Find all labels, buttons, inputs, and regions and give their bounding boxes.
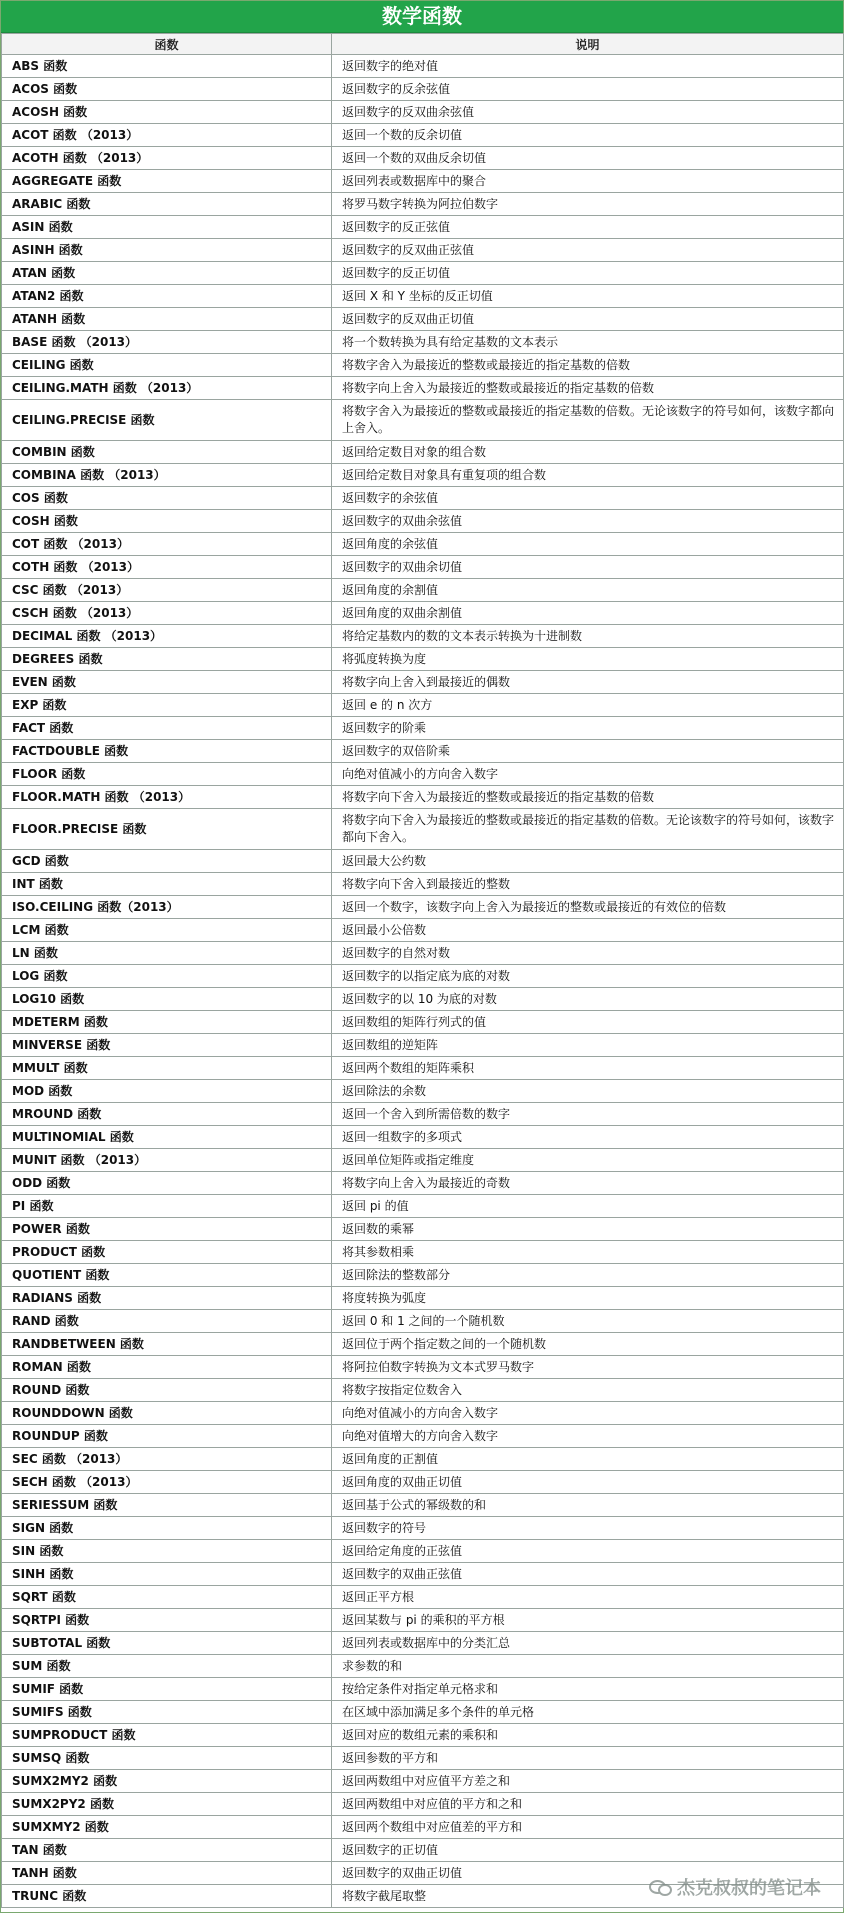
table-row	[2, 1793, 844, 1816]
function-name-cell: ROUNDDOWN 函数	[2, 1402, 332, 1425]
function-description-cell: 返回数字的反余弦值	[332, 78, 844, 101]
function-name-cell: DECIMAL 函数 （2013）	[2, 625, 332, 648]
function-name-cell: PI 函数	[2, 1195, 332, 1218]
table-row	[2, 1816, 844, 1839]
table-row	[2, 308, 844, 331]
table-row	[2, 1333, 844, 1356]
function-description-cell: 将数字舍入为最接近的整数或最接近的指定基数的倍数	[332, 354, 844, 377]
function-name-cell: FACTDOUBLE 函数	[2, 740, 332, 763]
function-name-cell: FACT 函数	[2, 717, 332, 740]
table-row	[2, 556, 844, 579]
function-name-cell: COMBIN 函数	[2, 441, 332, 464]
table-row	[2, 1724, 844, 1747]
function-name-cell: MOD 函数	[2, 1080, 332, 1103]
function-name-cell: MULTINOMIAL 函数	[2, 1126, 332, 1149]
table-row	[2, 262, 844, 285]
function-description-cell: 返回数字的自然对数	[332, 942, 844, 965]
function-name-cell: SQRTPI 函数	[2, 1609, 332, 1632]
table-row	[2, 694, 844, 717]
table-row	[2, 101, 844, 124]
function-name-cell: ATAN 函数	[2, 262, 332, 285]
function-description-cell: 返回除法的余数	[332, 1080, 844, 1103]
table-row	[2, 1034, 844, 1057]
function-name-cell: RADIANS 函数	[2, 1287, 332, 1310]
table-row	[2, 1540, 844, 1563]
table-row	[2, 1770, 844, 1793]
function-description-cell: 返回 X 和 Y 坐标的反正切值	[332, 285, 844, 308]
function-name-cell: ARABIC 函数	[2, 193, 332, 216]
function-name-cell: LOG 函数	[2, 965, 332, 988]
table-row	[2, 487, 844, 510]
function-description-cell: 返回数字的阶乘	[332, 717, 844, 740]
table-row	[2, 1057, 844, 1080]
function-description-cell: 返回一个数的双曲反余切值	[332, 147, 844, 170]
table-row	[2, 1839, 844, 1862]
function-name-cell: SUMSQ 函数	[2, 1747, 332, 1770]
sheet-title: 数学函数	[1, 1, 843, 33]
function-name-cell: FLOOR.MATH 函数 （2013）	[2, 786, 332, 809]
function-description-cell: 返回数字的双曲余弦值	[332, 510, 844, 533]
function-description-cell: 将给定基数内的数的文本表示转换为十进制数	[332, 625, 844, 648]
table-row	[2, 1011, 844, 1034]
function-name-cell: ISO.CEILING 函数（2013）	[2, 896, 332, 919]
header-function: 函数	[2, 34, 332, 55]
table-row	[2, 1678, 844, 1701]
table-row	[2, 400, 844, 441]
function-name-cell: SUMX2PY2 函数	[2, 1793, 332, 1816]
table-row	[2, 965, 844, 988]
table-row	[2, 1517, 844, 1540]
function-description-cell: 返回数字的双曲正切值	[332, 1862, 844, 1885]
function-name-cell: ABS 函数	[2, 55, 332, 78]
header-description: 说明	[332, 34, 844, 55]
table-row	[2, 1402, 844, 1425]
table-row	[2, 1471, 844, 1494]
function-description-cell: 返回给定数目对象的组合数	[332, 441, 844, 464]
table-row	[2, 1080, 844, 1103]
table-row	[2, 147, 844, 170]
table-row	[2, 1379, 844, 1402]
table-row	[2, 533, 844, 556]
table-row	[2, 1103, 844, 1126]
function-description-cell: 按给定条件对指定单元格求和	[332, 1678, 844, 1701]
table-row	[2, 740, 844, 763]
function-name-cell: SUMIFS 函数	[2, 1701, 332, 1724]
function-name-cell: SUM 函数	[2, 1655, 332, 1678]
function-description-cell: 将弧度转换为度	[332, 648, 844, 671]
function-name-cell: TANH 函数	[2, 1862, 332, 1885]
function-description-cell: 返回角度的余弦值	[332, 533, 844, 556]
function-description-cell: 将数字向下舍入为最接近的整数或最接近的指定基数的倍数	[332, 786, 844, 809]
function-name-cell: ACOTH 函数 （2013）	[2, 147, 332, 170]
table-row	[2, 1310, 844, 1333]
function-description-cell: 返回一个数字，该数字向上舍入为最接近的整数或最接近的有效位的倍数	[332, 896, 844, 919]
function-description-cell: 将数字向下舍入到最接近的整数	[332, 873, 844, 896]
table-row	[2, 1609, 844, 1632]
function-name-cell: LN 函数	[2, 942, 332, 965]
table-row	[2, 377, 844, 400]
table-row	[2, 988, 844, 1011]
table-header-row	[2, 34, 844, 55]
function-name-cell: AGGREGATE 函数	[2, 170, 332, 193]
function-name-cell: CEILING.PRECISE 函数	[2, 400, 332, 441]
table-row	[2, 763, 844, 786]
function-description-cell: 返回给定数目对象具有重复项的组合数	[332, 464, 844, 487]
function-name-cell: ODD 函数	[2, 1172, 332, 1195]
function-name-cell: BASE 函数 （2013）	[2, 331, 332, 354]
table-row	[2, 671, 844, 694]
function-description-cell: 返回列表或数据库中的聚合	[332, 170, 844, 193]
watermark	[649, 1874, 821, 1900]
function-name-cell: SIGN 函数	[2, 1517, 332, 1540]
table-row	[2, 170, 844, 193]
function-name-cell: TRUNC 函数	[2, 1885, 332, 1908]
function-description-cell: 返回一个舍入到所需倍数的数字	[332, 1103, 844, 1126]
function-name-cell: FLOOR.PRECISE 函数	[2, 809, 332, 850]
function-description-cell: 返回数字的符号	[332, 1517, 844, 1540]
table-row	[2, 1632, 844, 1655]
function-description-cell: 将数字舍入为最接近的整数或最接近的指定基数的倍数。无论该数字的符号如何，该数字都向上舍入。	[332, 400, 844, 441]
function-description-cell: 返回数字的双倍阶乘	[332, 740, 844, 763]
function-name-cell: ROUND 函数	[2, 1379, 332, 1402]
function-name-cell: LCM 函数	[2, 919, 332, 942]
function-description-cell: 返回两数组中对应值的平方和之和	[332, 1793, 844, 1816]
function-description-cell: 将罗马数字转换为阿拉伯数字	[332, 193, 844, 216]
function-name-cell: MROUND 函数	[2, 1103, 332, 1126]
function-name-cell: MDETERM 函数	[2, 1011, 332, 1034]
function-name-cell: DEGREES 函数	[2, 648, 332, 671]
function-name-cell: SUMXMY2 函数	[2, 1816, 332, 1839]
function-description-cell: 返回角度的双曲余割值	[332, 602, 844, 625]
function-name-cell: POWER 函数	[2, 1218, 332, 1241]
function-description-cell: 返回除法的整数部分	[332, 1264, 844, 1287]
table-row	[2, 1494, 844, 1517]
function-description-cell: 返回角度的余割值	[332, 579, 844, 602]
table-row	[2, 717, 844, 740]
table-row	[2, 441, 844, 464]
function-name-cell: SIN 函数	[2, 1540, 332, 1563]
function-description-cell: 返回数字的余弦值	[332, 487, 844, 510]
function-name-cell: ACOS 函数	[2, 78, 332, 101]
function-name-cell: EXP 函数	[2, 694, 332, 717]
table-row	[2, 354, 844, 377]
table-row	[2, 850, 844, 873]
table-row	[2, 1701, 844, 1724]
function-description-cell: 返回数字的绝对值	[332, 55, 844, 78]
function-name-cell: INT 函数	[2, 873, 332, 896]
table-row	[2, 216, 844, 239]
function-name-cell: SECH 函数 （2013）	[2, 1471, 332, 1494]
function-description-cell: 返回数字的以 10 为底的对数	[332, 988, 844, 1011]
function-description-cell: 返回列表或数据库中的分类汇总	[332, 1632, 844, 1655]
table-row	[2, 1195, 844, 1218]
function-description-cell: 返回数组的逆矩阵	[332, 1034, 844, 1057]
function-description-cell: 返回两个数组中对应值差的平方和	[332, 1816, 844, 1839]
function-description-cell: 返回角度的正割值	[332, 1448, 844, 1471]
function-name-cell: SUBTOTAL 函数	[2, 1632, 332, 1655]
function-name-cell: CEILING 函数	[2, 354, 332, 377]
function-name-cell: PRODUCT 函数	[2, 1241, 332, 1264]
table-row	[2, 1747, 844, 1770]
function-description-cell: 在区域中添加满足多个条件的单元格	[332, 1701, 844, 1724]
function-name-cell: SQRT 函数	[2, 1586, 332, 1609]
table-row	[2, 1149, 844, 1172]
function-name-cell: COTH 函数 （2013）	[2, 556, 332, 579]
function-name-cell: RANDBETWEEN 函数	[2, 1333, 332, 1356]
function-name-cell: RAND 函数	[2, 1310, 332, 1333]
table-row	[2, 579, 844, 602]
function-description-cell: 返回数字的反双曲正弦值	[332, 239, 844, 262]
table-row	[2, 464, 844, 487]
table-row	[2, 193, 844, 216]
function-description-cell: 返回数字的反正弦值	[332, 216, 844, 239]
function-name-cell: ATANH 函数	[2, 308, 332, 331]
function-name-cell: LOG10 函数	[2, 988, 332, 1011]
function-description-cell: 返回某数与 pi 的乘积的平方根	[332, 1609, 844, 1632]
function-description-cell: 返回 e 的 n 次方	[332, 694, 844, 717]
function-description-cell: 返回数的乘幂	[332, 1218, 844, 1241]
table-row	[2, 1655, 844, 1678]
function-name-cell: CEILING.MATH 函数 （2013）	[2, 377, 332, 400]
function-description-cell: 返回一组数字的多项式	[332, 1126, 844, 1149]
function-name-cell: ROMAN 函数	[2, 1356, 332, 1379]
function-description-cell: 将阿拉伯数字转换为文本式罗马数字	[332, 1356, 844, 1379]
table-row	[2, 625, 844, 648]
function-description-cell: 返回数组的矩阵行列式的值	[332, 1011, 844, 1034]
table-row	[2, 239, 844, 262]
function-description-cell: 返回 0 和 1 之间的一个随机数	[332, 1310, 844, 1333]
table-row	[2, 285, 844, 308]
function-name-cell: ROUNDUP 函数	[2, 1425, 332, 1448]
function-description-cell: 返回位于两个指定数之间的一个随机数	[332, 1333, 844, 1356]
function-name-cell: SUMPRODUCT 函数	[2, 1724, 332, 1747]
watermark-text: 杰克叔叔的笔记本	[677, 1878, 821, 1899]
function-description-cell: 将数字向上舍入为最接近的奇数	[332, 1172, 844, 1195]
function-name-cell: CSCH 函数 （2013）	[2, 602, 332, 625]
function-description-cell: 返回单位矩阵或指定维度	[332, 1149, 844, 1172]
table-row	[2, 873, 844, 896]
function-description-cell: 返回数字的双曲余切值	[332, 556, 844, 579]
function-description-cell: 返回两个数组的矩阵乘积	[332, 1057, 844, 1080]
function-description-cell: 返回角度的双曲正切值	[332, 1471, 844, 1494]
function-name-cell: ACOSH 函数	[2, 101, 332, 124]
function-description-cell: 返回基于公式的幂级数的和	[332, 1494, 844, 1517]
function-description-cell: 返回数字的反正切值	[332, 262, 844, 285]
function-description-cell: 返回参数的平方和	[332, 1747, 844, 1770]
function-description-cell: 返回给定角度的正弦值	[332, 1540, 844, 1563]
table-row	[2, 1563, 844, 1586]
function-name-cell: ACOT 函数 （2013）	[2, 124, 332, 147]
table-row	[2, 809, 844, 850]
function-name-cell: ASINH 函数	[2, 239, 332, 262]
function-name-cell: SUMX2MY2 函数	[2, 1770, 332, 1793]
function-description-cell: 将数字向上舍入为最接近的整数或最接近的指定基数的倍数	[332, 377, 844, 400]
function-description-cell: 返回数字的正切值	[332, 1839, 844, 1862]
function-name-cell: SINH 函数	[2, 1563, 332, 1586]
function-name-cell: SERIESSUM 函数	[2, 1494, 332, 1517]
function-name-cell: GCD 函数	[2, 850, 332, 873]
table-row	[2, 1586, 844, 1609]
function-name-cell: CSC 函数 （2013）	[2, 579, 332, 602]
table-row	[2, 648, 844, 671]
table-row	[2, 1425, 844, 1448]
function-name-cell: MINVERSE 函数	[2, 1034, 332, 1057]
function-description-cell: 返回对应的数组元素的乘积和	[332, 1724, 844, 1747]
table-row	[2, 786, 844, 809]
function-description-cell: 将一个数转换为具有给定基数的文本表示	[332, 331, 844, 354]
function-name-cell: COMBINA 函数 （2013）	[2, 464, 332, 487]
table-row	[2, 1356, 844, 1379]
table-row	[2, 602, 844, 625]
function-name-cell: COT 函数 （2013）	[2, 533, 332, 556]
function-description-cell: 向绝对值减小的方向舍入数字	[332, 1402, 844, 1425]
function-description-cell: 返回数字的双曲正弦值	[332, 1563, 844, 1586]
function-description-cell: 返回两数组中对应值平方差之和	[332, 1770, 844, 1793]
table-row	[2, 1126, 844, 1149]
function-description-cell: 将数字向下舍入为最接近的整数或最接近的指定基数的倍数。无论该数字的符号如何，该数字都向下舍入。	[332, 809, 844, 850]
table-row	[2, 510, 844, 533]
table-row	[2, 1264, 844, 1287]
function-description-cell: 将数字截尾取整	[332, 1885, 844, 1908]
function-description-cell: 返回正平方根	[332, 1586, 844, 1609]
function-name-cell: ATAN2 函数	[2, 285, 332, 308]
table-row	[2, 124, 844, 147]
function-name-cell: ASIN 函数	[2, 216, 332, 239]
function-name-cell: SEC 函数 （2013）	[2, 1448, 332, 1471]
table-row	[2, 1287, 844, 1310]
table-row	[2, 331, 844, 354]
function-description-cell: 向绝对值减小的方向舍入数字	[332, 763, 844, 786]
table-row	[2, 1448, 844, 1471]
wechat-icon	[649, 1878, 671, 1896]
table-row	[2, 1241, 844, 1264]
function-description-cell: 返回数字的以指定底为底的对数	[332, 965, 844, 988]
table-row	[2, 1218, 844, 1241]
function-name-cell: MUNIT 函数 （2013）	[2, 1149, 332, 1172]
table-row	[2, 78, 844, 101]
function-description-cell: 将数字按指定位数舍入	[332, 1379, 844, 1402]
table-row	[2, 896, 844, 919]
function-description-cell: 将度转换为弧度	[332, 1287, 844, 1310]
function-name-cell: QUOTIENT 函数	[2, 1264, 332, 1287]
table-row	[2, 919, 844, 942]
function-name-cell: TAN 函数	[2, 1839, 332, 1862]
function-name-cell: COSH 函数	[2, 510, 332, 533]
function-description-cell: 将其参数相乘	[332, 1241, 844, 1264]
function-name-cell: COS 函数	[2, 487, 332, 510]
function-description-cell: 向绝对值增大的方向舍入数字	[332, 1425, 844, 1448]
function-name-cell: EVEN 函数	[2, 671, 332, 694]
function-name-cell: MMULT 函数	[2, 1057, 332, 1080]
function-description-cell: 返回数字的反双曲余弦值	[332, 101, 844, 124]
function-name-cell: FLOOR 函数	[2, 763, 332, 786]
functions-table	[1, 33, 844, 1908]
function-description-cell: 返回最小公倍数	[332, 919, 844, 942]
function-description-cell: 求参数的和	[332, 1655, 844, 1678]
function-description-cell: 将数字向上舍入到最接近的偶数	[332, 671, 844, 694]
table-row	[2, 55, 844, 78]
function-description-cell: 返回 pi 的值	[332, 1195, 844, 1218]
function-description-cell: 返回最大公约数	[332, 850, 844, 873]
table-row	[2, 1172, 844, 1195]
function-name-cell: SUMIF 函数	[2, 1678, 332, 1701]
table-row	[2, 942, 844, 965]
function-description-cell: 返回一个数的反余切值	[332, 124, 844, 147]
function-description-cell: 返回数字的反双曲正切值	[332, 308, 844, 331]
